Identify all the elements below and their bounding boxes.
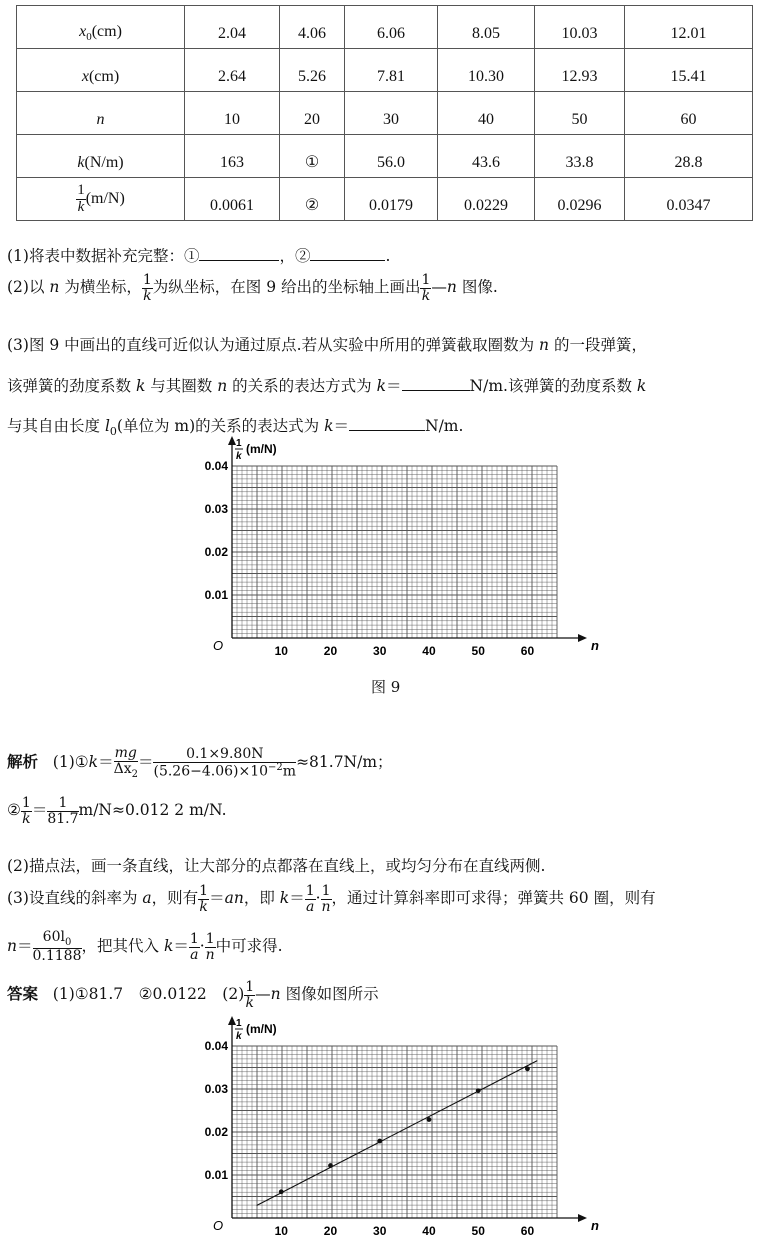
row-header-inv-k: $\frac{1}{k}$ (m/N): [17, 178, 185, 221]
x-tick-label: 40: [422, 1224, 436, 1238]
question-2: (2)以 n 为横坐标， $\frac{1}{k}$ 为纵坐标，在图 9 给出的坐标轴上画出 $\frac{1}{k}$ —n 图像.: [7, 272, 498, 304]
x-axis-arrow: [578, 634, 587, 642]
y-axis-label-unit: (m/N): [246, 442, 277, 456]
table-cell: 56.0: [345, 135, 438, 178]
y-axis-label-unit: (m/N): [246, 1022, 277, 1036]
y-tick-label: 0.03: [204, 502, 228, 516]
x-tick-label: 40: [422, 644, 436, 658]
table-cell: 5.26: [280, 49, 345, 92]
table-cell: 30: [345, 92, 438, 135]
table-cell: 12.01: [625, 6, 753, 49]
row-header-k: k(N/m): [17, 135, 185, 178]
answer-line: 答案 (1)①81.7 ②0.0122 (2) $\frac{1}{k}$ —n 图像如图所示: [7, 979, 379, 1011]
row-header-x: x(cm): [17, 49, 185, 92]
table-cell: 4.06: [280, 6, 345, 49]
table-cell: 0.0229: [438, 178, 535, 221]
x-tick-label: 30: [373, 1224, 387, 1238]
analysis-line-3: (2)描点法，画一条直线，让大部分的点都落在直线上，或均匀分布在直线两侧.: [7, 857, 546, 875]
y-tick-label: 0.04: [204, 459, 228, 473]
x-tick-label: 50: [471, 1224, 485, 1238]
table-cell: 2.04: [185, 6, 280, 49]
y-tick-label: 0.02: [204, 1125, 228, 1139]
y-tick-label: 0.01: [204, 1168, 228, 1182]
y-axis-label-den: k: [236, 451, 242, 462]
table-cell: 0.0296: [535, 178, 625, 221]
table-cell: 60: [625, 92, 753, 135]
y-tick-label: 0.03: [204, 1082, 228, 1096]
question-3-line-1: (3)图 9 中画出的直线可近似认为通过原点.若从实验中所用的弹簧截取圈数为 n 的一段弹簧，: [7, 336, 647, 354]
figure-9-chart: [190, 430, 599, 662]
y-tick-label: 0.02: [204, 545, 228, 559]
data-table: [16, 5, 753, 221]
question-1: (1)将表中数据补充完整：① ，② .: [7, 247, 391, 265]
y-tick-label: 0.04: [204, 1039, 228, 1053]
y-axis-label-num: 1: [236, 438, 242, 449]
table-cell: 43.6: [438, 135, 535, 178]
table-cell: 10: [185, 92, 280, 135]
table-cell: 20: [280, 92, 345, 135]
table-cell: 10.30: [438, 49, 535, 92]
question-3-line-2: 该弹簧的劲度系数 k 与其圈数 n 的关系的表达方式为 k＝ N/m.该弹簧的劲度系数 k: [7, 377, 647, 395]
table-cell: 28.8: [625, 135, 753, 178]
table-cell: 0.0061: [185, 178, 280, 221]
y-axis-label-den: k: [236, 1031, 242, 1042]
analysis-line-4: (3)设直线的斜率为 a，则有 $\frac{1}{k}$ ＝an，即 k＝ $\frac{1}{a}$ · $\frac{1}{n}$ ，通过计算斜率即可求得；弹簧共 60 圈，则有: [7, 883, 656, 915]
origin-label: O: [212, 1218, 224, 1233]
analysis-line-5: n＝ $\frac{60l_0}{0.1188}$ ，把其代入 k＝ $\frac{1}{a}$ · $\frac{1}{n}$ 中可求得.: [7, 929, 283, 965]
y-tick-label: 0.01: [204, 588, 228, 602]
table-cell: 0.0179: [345, 178, 438, 221]
analysis-label: 解析: [7, 753, 39, 771]
table-cell: 6.06: [345, 6, 438, 49]
data-point: [476, 1088, 481, 1093]
answer-chart: [190, 1010, 599, 1238]
x-axis-label: n: [591, 1218, 599, 1233]
x-tick-label: 20: [323, 644, 338, 658]
data-point: [377, 1139, 382, 1144]
x-axis-arrow: [578, 1214, 587, 1222]
table-cell: 163: [185, 135, 280, 178]
table-row-inv-k: [17, 178, 753, 221]
table-row-k: [17, 135, 753, 178]
question-3-line-3: 与其自由长度 $l_0$(单位为 m)的关系的表达式为 k＝ N/m.: [7, 417, 464, 439]
table-cell: 12.93: [535, 49, 625, 92]
table-cell: 0.0347: [625, 178, 753, 221]
x-tick-label: 30: [373, 644, 387, 658]
figure-9-caption: 图 9: [371, 678, 401, 696]
x-tick-label: 10: [274, 1224, 288, 1238]
table-cell: 15.41: [625, 49, 753, 92]
data-point: [279, 1189, 284, 1194]
data-point: [427, 1117, 432, 1122]
origin-label: O: [212, 638, 224, 653]
table-cell: 33.8: [535, 135, 625, 178]
y-axis-label-num: 1: [236, 1018, 242, 1029]
y-axis-arrow: [228, 436, 236, 445]
row-header-x0: $x_0(cm)$: [17, 6, 185, 49]
x-tick-label: 20: [323, 1224, 338, 1238]
table-cell: 8.05: [438, 6, 535, 49]
x-tick-label: 50: [471, 644, 485, 658]
x-tick-label: 60: [520, 1224, 535, 1238]
table-cell: 2.64: [185, 49, 280, 92]
answer-label: 答案: [7, 985, 39, 1004]
analysis-line-1: 解析 (1)①k＝ $\frac{mg}{\Delta x_2}$ ＝ $\frac{0.1\times 9.80N}{(5.26-4.06)\times 10^{-2}m}$ ≈81.7N/m；: [7, 745, 393, 780]
row-header-n: n: [17, 92, 185, 135]
table-row-x: [17, 49, 753, 92]
x-axis-label: n: [591, 638, 599, 653]
table-row-x0: [17, 6, 753, 49]
x-tick-label: 10: [274, 644, 288, 658]
table-cell: 40: [438, 92, 535, 135]
data-point: [328, 1163, 333, 1168]
table-cell: ②: [280, 178, 345, 221]
table-cell: 10.03: [535, 6, 625, 49]
x-tick-label: 60: [520, 644, 535, 658]
table-cell: 50: [535, 92, 625, 135]
data-point: [525, 1066, 530, 1071]
table-row-n: [17, 92, 753, 135]
y-axis-arrow: [228, 1016, 236, 1025]
table-cell: ①: [280, 135, 345, 178]
table-cell: 7.81: [345, 49, 438, 92]
analysis-line-2: ② $\frac{1}{k}$ ＝ $\frac{1}{81.7}$ m/N≈0.012 2 m/N.: [7, 795, 227, 827]
